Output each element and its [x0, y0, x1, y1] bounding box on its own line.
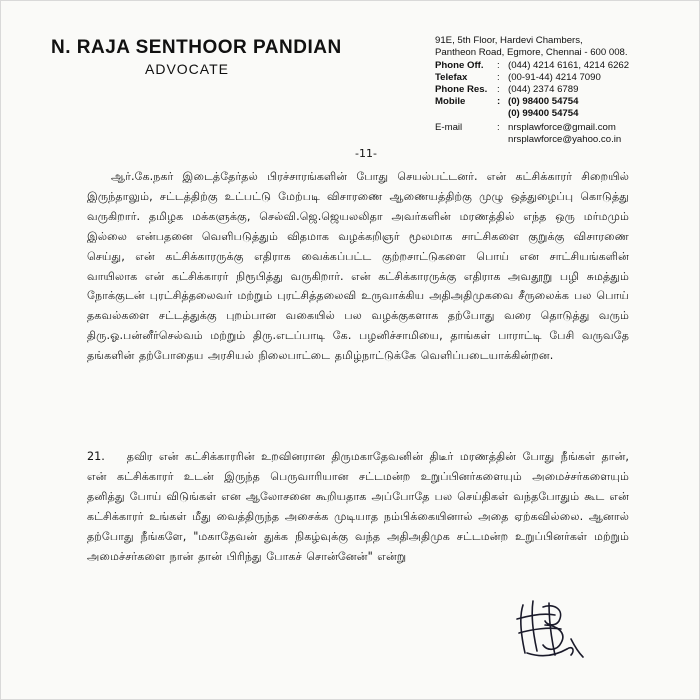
contact-label: Phone Res.: [435, 84, 488, 95]
contact-separator: :: [497, 122, 500, 133]
page-number: -11-: [355, 147, 377, 160]
contact-value: (0) 99400 54754: [508, 108, 579, 119]
contact-value: (00-91-44) 4214 7090: [508, 72, 601, 83]
paragraph-number: 21.: [87, 450, 105, 463]
contact-separator: :: [497, 60, 500, 71]
advocate-title: ADVOCATE: [145, 61, 229, 77]
contact-label: E-mail: [435, 122, 463, 133]
contact-label: Phone Off.: [435, 60, 484, 71]
contact-label: Mobile: [435, 96, 466, 107]
paragraph: ஆர்.கே.நகர் இடைத்தேர்தல் பிரச்சாரங்களின் போது செயல்பட்டனர். என் கட்சிக்காரர் சிறையில் இருந்தாலும், சட்டத்திற்கு உட்பட்டு மேற்படி விசாரணை ஆணையத்திற்கு முழு ஒத்துழைப்பு கொடுத்து வருகிறார். தமிழக மக்களுக்கு, செல்வி.ஜெ.ஜெயலலிதா அவர்களின் மரணத்தில் எந்த ஒரு மர்மமும் இல்லை என்பதனை வெளிபடுத்தும் விதமாக வழக்கறிஞர் மூலமாக சாட்சிகளை குறுக்கு விசாரணை செய்து, என் கட்சிக்காரருக்கு எதிராக வைக்கப்பட்ட குற்றசாட்டுகளை பொய் என சாட்சியங்களின் வாயிலாக என் கட்சிக்காரர் நிரூபித்து வருகிறார். என் கட்சிக்காரருக்கு எதிராக அவதூறு பழி சுமத்தும் நோக்குடன் புரட்சித்தலைவர் மற்றும் புரட்சித்தலைவி உருவாக்கிய அதிஅதிமுகவை சீருலைக்க பல பொய் தகவல்களை சட்டத்துக்கு புறம்பான வகையில் பல வழக்குகளாக தற்போது வரை தொடுத்து வரும் திரு.ஓ.பன்னீர்செல்வம் மற்றும் திரு.எடப்பாடி கே. பழனிச்சாமியை, தாங்கள் பாராட்டி பேசி வருவதே தங்களின் தற்போதைய அரசியல் நிலைபாட்டை தமிழ்நாட்டுக்கே வெளிப்படையாக்கின்றன.: [87, 170, 629, 363]
signature-image: [509, 595, 587, 661]
contact-separator: :: [497, 96, 501, 107]
paragraph-text: தவிர என் கட்சிக்காரரின் உறவினரான திருமகாதேவனின் திடீர் மரணத்தின் போது நீங்கள் தான், என் கட்சிக்காரர் உடன் இருந்த பெருவாரியான சட்டமன்ற உறுப்பினர்களையும் அமைச்சர்களையும் தனித்து போய் விடுங்கள் என ஆலோசனை கூறியதாக அப்போதே பல செய்திகள் வந்தபோதும் கூட என் கட்சிக்காரர் உங்கள் மீது வைத்திருந்த அசைக்க முடியாத நம்பிக்கையினால் அதை ஏற்கவில்லை. ஆனால் தற்போது நீங்களே, "மகாதேவன் துக்க நிகழ்வுக்கு வந்த அதிஅதிமுக சட்டமன்ற உறுப்பினர்கள் மற்றும் அமைச்சர்களை நான் தான் பிரிந்து போகச் சொன்னேன்" என்று: [87, 450, 629, 563]
email-link[interactable]: nrsplawforce@yahoo.co.in: [508, 134, 622, 145]
paragraph: [87, 447, 629, 566]
address-line-2-row: [435, 47, 695, 58]
contact-value: (044) 2374 6789: [508, 84, 579, 95]
contact-value: (0) 98400 54754: [508, 96, 579, 107]
contact-value: (044) 4214 6161, 4214 6262: [508, 60, 630, 71]
address-line-1: 91E, 5th Floor, Hardevi Chambers,: [435, 35, 583, 46]
advocate-name: N. RAJA SENTHOOR PANDIAN: [51, 37, 342, 58]
contact-label: Telefax: [435, 72, 468, 83]
address-line-2: Pantheon Road, Egmore, Chennai - 600 008.: [435, 47, 628, 58]
contact-separator: :: [497, 84, 500, 95]
contact-separator: :: [497, 72, 500, 83]
address-block: [435, 35, 685, 47]
email-link[interactable]: nrsplawforce@gmail.com: [508, 122, 616, 133]
